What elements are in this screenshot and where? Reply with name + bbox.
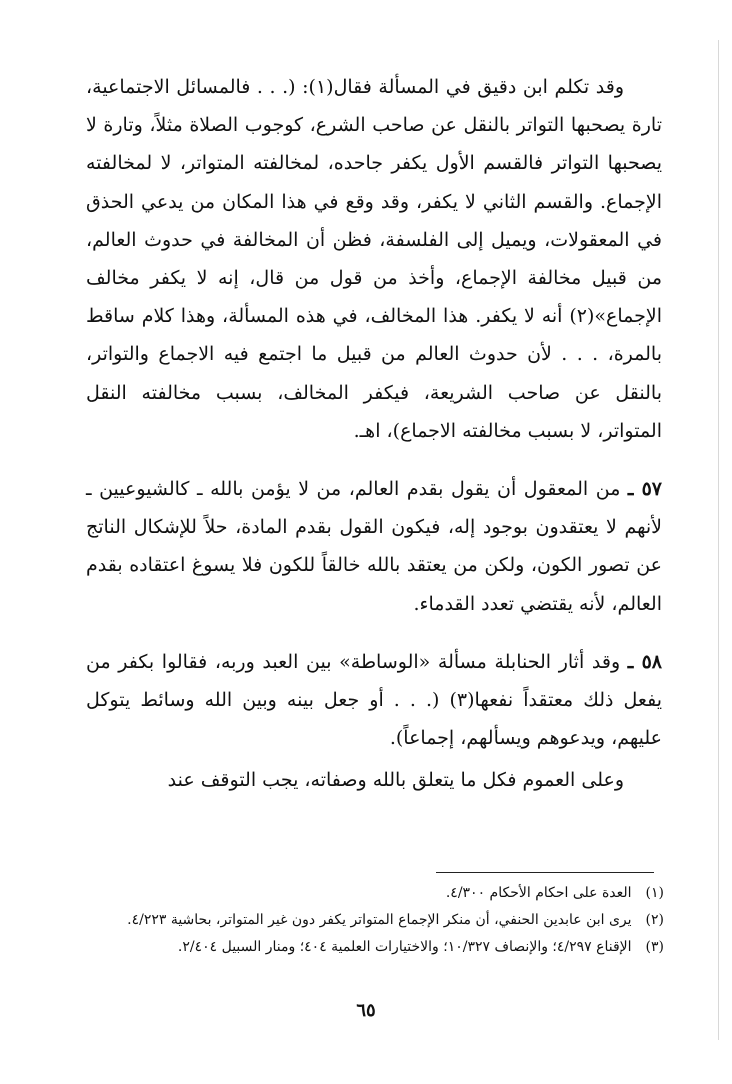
paragraph-text: وقد تكلم ابن دقيق في المسألة فقال(١): (. . . فالمسائل الاجتماعية، تارة يصحبها التواتر بالنقل عن صاحب الشرع، كوجوب الصلاة مثلاً، وتارة لا يصحبها التواتر فالقسم الأول يكفر جاحده، لمخالفته المتواتر، لا لمخالفته الإجماع. والقسم الثاني لا يكفر، وقد وقع في هذا المكان من يدعي الحذق في المعقولات، ويميل إلى الفلسفة، فظن أن المخالفة في حدوث العالم، من قبيل مخالفة الإجماع، وأخذ من قول من قال، إنه لا يكفر مخالف الإجماع»(٢) أنه لا يكفر. هذا المخالف، في هذه المسألة، وهذا كلام ساقط بالمرة، . . . لأن حدوث العالم من قبيل ما اجتمع فيه الاجماع والتواتر، بالنقل عن صاحب الشريعة، فيكفر المخالف، بسبب مخالفته النقل المتواتر، لا بسبب مخالفته الاجماع)، اهـ. bbox=[86, 76, 662, 442]
footnote-text: الإقناع ٤/٢٩٧؛ والإنصاف ١٠/٣٢٧؛ والاختيارات العلمية ٤٠٤؛ ومنار السبيل ٢/٤٠٤. bbox=[177, 939, 632, 955]
body-text bbox=[86, 68, 662, 800]
footnote-text: يرى ابن عابدين الحنفي، أن منكر الإجماع المتواتر يكفر دون غير المتواتر، بحاشية ٤/٢٢٣. bbox=[127, 912, 632, 928]
footnote-divider bbox=[436, 872, 654, 873]
paragraph-number: ٥٨ ـ bbox=[627, 650, 663, 673]
footnote-text: العدة على احكام الأحكام ٤/٣٠٠. bbox=[445, 885, 632, 901]
paragraph-number: ٥٧ ـ bbox=[627, 478, 662, 501]
paragraph-text: وقد أثار الحنابلة مسألة «الوساطة» بين العبد وربه، فقالوا بكفر من يفعل ذلك معتقداً نفعها(٣) (. . . أو جعل بينه وبين الله وسائط يتوكل عليهم، ويدعوهم ويسألهم، إجماعاً). bbox=[86, 650, 662, 750]
footnote-number: (٣) bbox=[645, 939, 664, 955]
paragraph-text: من المعقول أن يقول بقدم العالم، من لا يؤمن بالله ـ كالشيوعيين ـ لأنهم لا يعتقدون بوجود إله، فيكون القول بقدم المادة، حلاً للإشكال الناتج عن تصور الكون، ولكن من يعتقد بالله خالقاً للكون فلا يسوغ اعتقاده بقدم العالم، لأنه يقتضي تعدد القدماء. bbox=[86, 478, 662, 615]
footnotes bbox=[90, 880, 664, 961]
footnote-number: (١) bbox=[645, 885, 664, 901]
footnote-1 bbox=[90, 880, 664, 907]
paragraph-58 bbox=[86, 643, 662, 758]
page-edge-shadow bbox=[718, 40, 719, 1040]
footnote-2 bbox=[90, 907, 664, 934]
paragraph-conclusion bbox=[86, 761, 662, 799]
page-number: ٦٥ bbox=[356, 1000, 376, 1021]
paragraph-text: وعلى العموم فكل ما يتعلق بالله وصفاته، يجب التوقف عند bbox=[167, 769, 624, 792]
paragraph-ibn-daqiq-quote bbox=[86, 68, 662, 450]
footnote-3 bbox=[90, 934, 664, 961]
paragraph-57 bbox=[86, 470, 662, 623]
footnote-number: (٢) bbox=[645, 912, 664, 928]
